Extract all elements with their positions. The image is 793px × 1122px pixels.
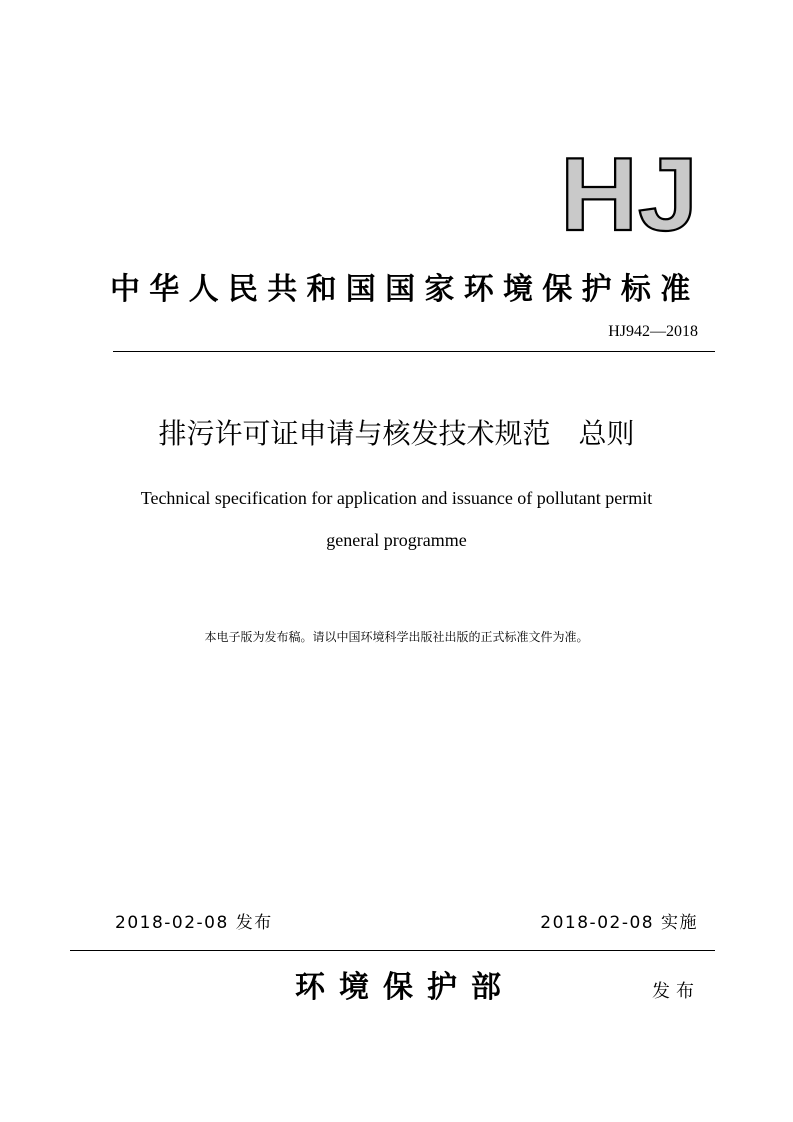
issue-label: 发布 [652,981,700,1002]
implementation-date: 2018-02-08 实施 [540,913,698,933]
document-title-english-line1: Technical specification for application and issuance of pollutant permit [140,488,653,508]
electronic-version-note: 本电子版为发布稿。请以中国环境科学出版社出版的正式标准文件为准。 [204,630,589,644]
bottom-divider [70,950,715,951]
document-title-english-line2: general programme [326,530,467,550]
standard-category-title: 中华人民共和国国家环境保护标准 [110,272,700,307]
hj-logo [560,150,700,236]
hj-logo-text: HJ [560,150,698,236]
hj-logo-graphic [560,150,700,236]
standard-code: HJ942—2018 [608,323,698,340]
document-title-chinese: 排污许可证申请与核发技术规范 总则 [158,417,635,450]
release-date: 2018-02-08 发布 [115,913,273,933]
issuing-authority: 环境保护部 [295,970,515,1005]
top-divider [113,351,715,352]
